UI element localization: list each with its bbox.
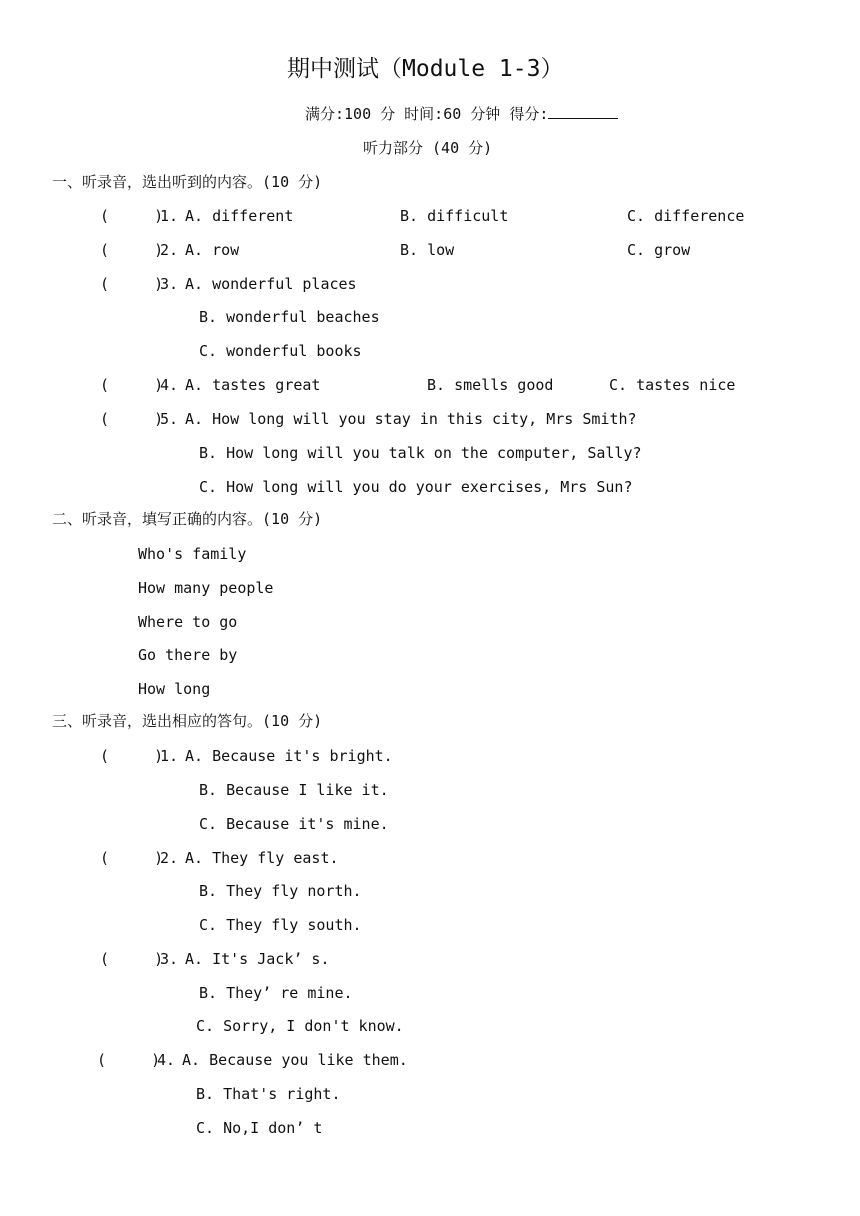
question-number: 3. (160, 275, 179, 293)
question-number: 4. (157, 1051, 176, 1069)
fill-item: Where to go (138, 613, 238, 631)
option-a: A. tastes great (185, 376, 321, 394)
fill-item: How long (138, 680, 211, 698)
section2-heading: 二、听录音，填写正确的内容。(10 分) (52, 510, 323, 528)
option-c: C. grow (627, 241, 691, 259)
question-number: 5. (160, 410, 179, 428)
option-a: A. Because it's bright. (185, 747, 393, 765)
question-number: 3. (160, 950, 179, 968)
option-c: C. How long will you do your exercises, Mrs Sun? (199, 478, 633, 496)
section1-heading: 一、听录音，选出听到的内容。(10 分) (52, 173, 323, 191)
option-a: A. different (185, 207, 294, 225)
option-b: B. Because I like it. (199, 781, 389, 799)
option-b: B. smells good (427, 376, 554, 394)
answer-bracket[interactable]: ( ) (100, 950, 164, 968)
option-b: B. They’ re mine. (199, 984, 353, 1002)
section3-heading: 三、听录音，选出相应的答句。(10 分) (52, 712, 323, 730)
question-number: 1. (160, 747, 179, 765)
answer-bracket[interactable]: ( ) (100, 410, 164, 428)
question-number: 4. (160, 376, 179, 394)
fill-item: Who's family (138, 545, 247, 563)
option-c: C. tastes nice (609, 376, 736, 394)
listening-part-heading: 听力部分 (40 分) (363, 139, 493, 157)
option-b: B. They fly north. (199, 882, 362, 900)
option-b: B. wonderful beaches (199, 308, 380, 326)
answer-bracket[interactable]: ( ) (97, 1051, 161, 1069)
option-c: C. They fly south. (199, 916, 362, 934)
option-b: B. difficult (400, 207, 509, 225)
option-b: B. That's right. (196, 1085, 341, 1103)
option-c: C. No,I don’ t (196, 1119, 323, 1137)
question-number: 2. (160, 849, 179, 867)
score-line (305, 104, 618, 124)
option-b: B. How long will you talk on the computer, Sally? (199, 444, 642, 462)
page-title: 期中测试（Module 1-3） (287, 56, 564, 82)
fill-item: Go there by (138, 646, 238, 664)
option-c: C. difference (627, 207, 745, 225)
option-c: C. Because it's mine. (199, 815, 389, 833)
answer-bracket[interactable]: ( ) (100, 376, 164, 394)
option-a: A. They fly east. (185, 849, 339, 867)
answer-bracket[interactable]: ( ) (100, 241, 164, 259)
answer-bracket[interactable]: ( ) (100, 207, 164, 225)
question-number: 1. (160, 207, 179, 225)
option-c: C. Sorry, I don't know. (196, 1017, 404, 1035)
fill-item: How many people (138, 579, 274, 597)
option-a: A. Because you like them. (182, 1051, 408, 1069)
option-c: C. wonderful books (199, 342, 362, 360)
answer-bracket[interactable]: ( ) (100, 747, 164, 765)
score-blank (548, 104, 618, 119)
option-b: B. low (400, 241, 455, 259)
option-a: A. How long will you stay in this city, Mrs Smith? (185, 410, 637, 428)
option-a: A. It's Jack’ s. (185, 950, 330, 968)
option-a: A. wonderful places (185, 275, 357, 293)
answer-bracket[interactable]: ( ) (100, 275, 164, 293)
question-number: 2. (160, 241, 179, 259)
answer-bracket[interactable]: ( ) (100, 849, 164, 867)
score-line-text: 满分:100 分 时间:60 分钟 得分: (305, 105, 549, 123)
option-a: A. row (185, 241, 240, 259)
